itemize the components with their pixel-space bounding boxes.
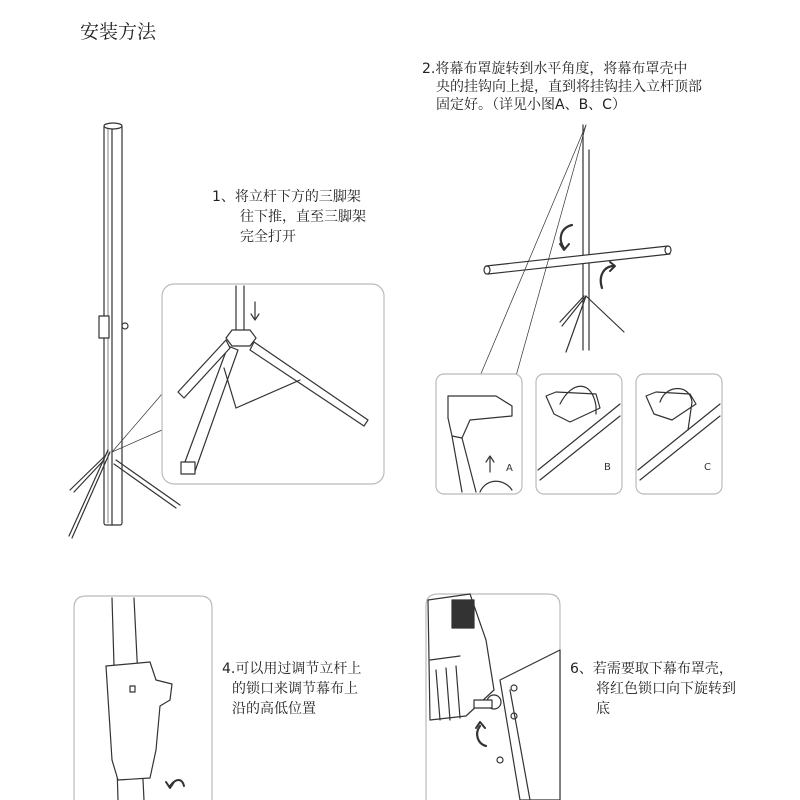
step-2-line-1: 2.将幕布罩旋转到水平角度，将幕布罩壳中	[422, 61, 688, 77]
step-4-line-3: 沿的高低位置	[232, 701, 316, 717]
step-4-lock-illustration	[74, 596, 212, 800]
panel-a	[436, 374, 522, 494]
page-title: 安装方法	[80, 21, 157, 43]
step-1-zoom-panel	[162, 284, 384, 484]
step-2-line-3: 固定好。（详见小图A、B、C）	[436, 97, 626, 113]
step-6-line-1: 6、若需要取下幕布罩壳，	[570, 661, 733, 677]
panel-c	[636, 374, 722, 494]
step-6-line-3: 底	[596, 701, 610, 717]
panel-b	[536, 374, 622, 494]
step-4-line-2: 的锁口来调节幕布上	[232, 681, 358, 697]
step-1-line-3: 完全打开	[240, 229, 296, 245]
step-2-line-2: 央的挂钩向上提，直到将挂钩挂入立杆顶部	[436, 79, 702, 95]
step-1-line-2: 往下推，直至三脚架	[240, 209, 366, 225]
step-4-line-1: 4.可以用过调节立杆上	[222, 661, 362, 677]
panel-a-label: A	[506, 463, 513, 474]
step-6-line-2: 将红色锁口向下旋转到	[596, 681, 736, 697]
step-1-line-1: 1、将立杆下方的三脚架	[212, 189, 361, 205]
step-6-housing-illustration	[426, 594, 560, 800]
panel-c-label: C	[704, 462, 711, 473]
panel-b-label: B	[604, 462, 611, 473]
step-2-screen-illustration	[480, 125, 671, 376]
